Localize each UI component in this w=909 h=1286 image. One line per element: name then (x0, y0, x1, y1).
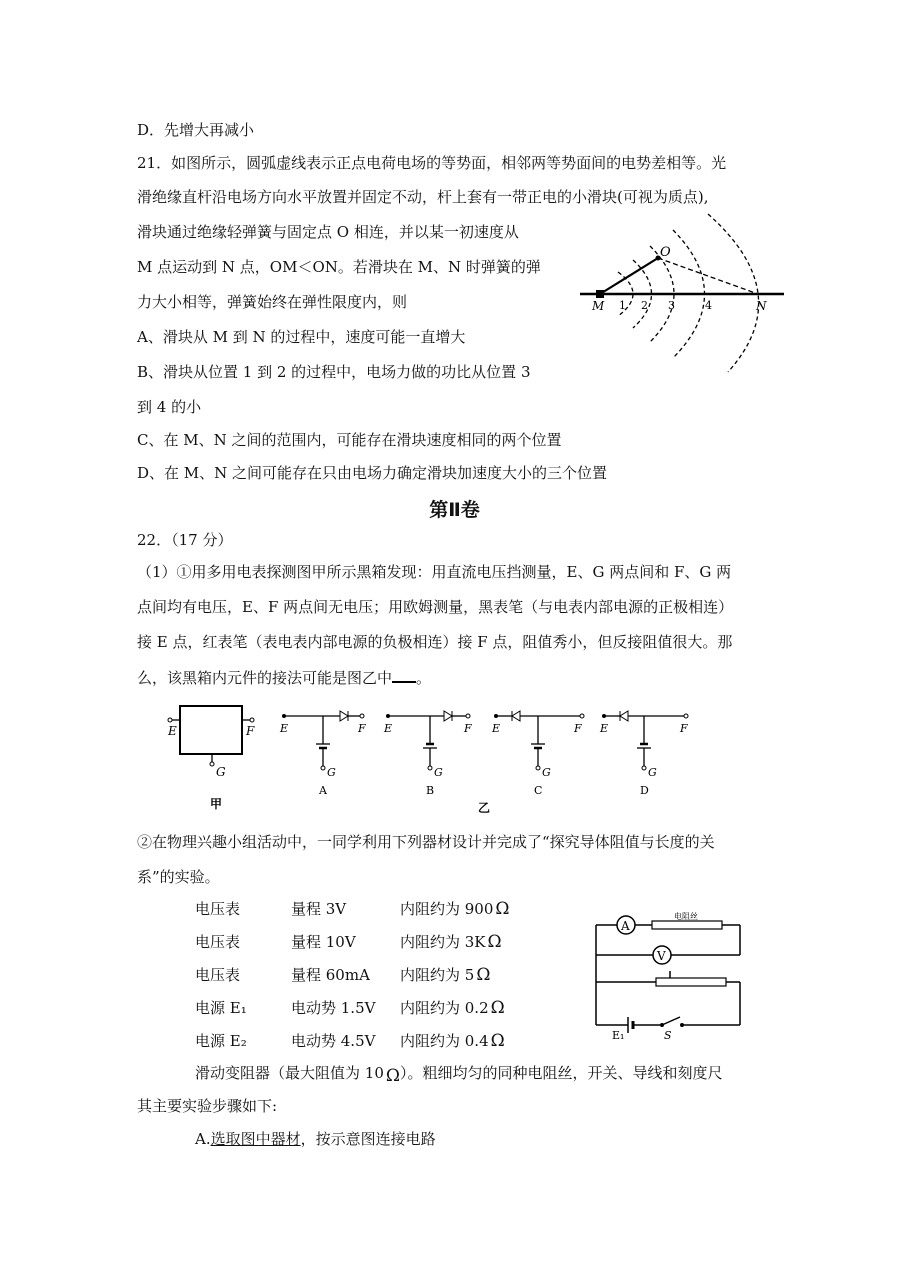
equip-res: 内阻约为 900 (400, 900, 494, 918)
q22-p2-rheostat (195, 1063, 723, 1086)
equip-range: 量程 60mA (291, 966, 370, 984)
label-m: M (592, 299, 605, 313)
label-2: 2 (641, 299, 648, 312)
d-g: G (648, 766, 657, 779)
label-o: O (660, 245, 671, 260)
equip-range: 量程 3V (291, 900, 347, 918)
ohm-symbol: Ω (490, 998, 505, 1018)
resistor-label: 电阻丝 (674, 912, 698, 921)
label-1: 1 (619, 299, 626, 312)
ohm-symbol: Ω (385, 1066, 400, 1086)
ammeter-label: A (621, 919, 630, 933)
equip-res: 内阻约为 0.4 (400, 1032, 489, 1050)
q21-figure (578, 210, 798, 380)
equip-name: 电压表 (195, 900, 241, 918)
q22-p1-line-4-text: 么，该黑箱内元件的接法可能是图乙中 (137, 669, 393, 687)
d-label: D (640, 784, 649, 797)
q22-p1-line-4-end: 。 (416, 669, 432, 687)
c-g: G (542, 766, 551, 779)
q21-line-1: 21．如图所示，圆弧虚线表示正点电荷电场的等势面，相邻两等势面间的电势差相等。光 (137, 154, 727, 172)
switch-label: S (664, 1029, 672, 1040)
b-g: G (434, 766, 443, 779)
q21-option-c: C、在 M、N 之间的范围内，可能存在滑块速度相同的两个位置 (137, 431, 562, 449)
q21-option-a: A、滑块从 M 到 N 的过程中，速度可能一直增大 (137, 328, 466, 346)
step-a-prefix: A. (195, 1130, 211, 1148)
q22-p2-line-2: 系”的实验。 (137, 868, 220, 886)
circuit-b (383, 711, 472, 797)
voltmeter-label: V (657, 949, 666, 963)
q21-line-2: 滑绝缘直杆沿电场方向水平放置并固定不动，杆上套有一带正电的小滑块(可视为质点), (137, 188, 709, 206)
q21-line-3: 滑块通过绝缘轻弹簧与固定点 O 相连，并以某一初速度从 (137, 223, 519, 241)
q22-p2-line-1: ②在物理兴趣小组活动中，一同学利用下列器材设计并完成了“探究导体阻值与长度的关 (137, 833, 715, 851)
circuit-d (599, 711, 688, 797)
a-f: F (358, 722, 366, 735)
answer-blank (392, 667, 416, 683)
source-label: E₁ (612, 1029, 625, 1040)
equip-range: 量程 10V (291, 933, 356, 951)
a-g: G (327, 766, 336, 779)
c-e: E (492, 722, 501, 735)
option-d-prev: D．先增大再减小 (137, 121, 255, 139)
b-label: B (426, 784, 435, 797)
step-a-rest: ，按示意图连接电路 (300, 1130, 436, 1148)
step-a-underlined: 选取图中器材 (210, 1130, 301, 1148)
fig-jia-label: 甲 (210, 797, 223, 811)
q21-line-5: 力大小相等，弹簧始终在弹性限度内，则 (137, 293, 408, 311)
label-n: N (756, 299, 767, 313)
blackbox-figure (160, 700, 720, 815)
section-title: 第Ⅱ卷 (429, 499, 480, 521)
q22-p1-line-1: （1）①用多用电表探测图甲所示黑箱发现：用直流电压挡测量，E、G 两点间和 F、G 两 (137, 563, 732, 581)
a-label: A (319, 784, 327, 797)
equip-res: 内阻约为 5 (400, 966, 475, 984)
d-f: F (680, 722, 688, 735)
q22-p1-line-3: 接 E 点，红表笔（表电表内部电源的负极相连）接 F 点，阻值秀小，但反接阻值很大。那 (137, 633, 733, 651)
equip-name: 电压表 (195, 966, 241, 984)
rheostat-text-end: ）。粗细均匀的同种电阻丝，开关、导线和刻度尺 (399, 1064, 723, 1082)
q22-p1-line-4 (137, 667, 431, 688)
a-e: E (280, 722, 289, 735)
ohm-symbol: Ω (495, 899, 510, 919)
fig-yi-label: 乙 (478, 801, 491, 815)
circuit-c (491, 711, 584, 797)
box-f-label: F (246, 724, 255, 738)
equip-range: 电动势 1.5V (291, 999, 376, 1017)
b-e: E (384, 722, 393, 735)
equip-range: 电动势 4.5V (291, 1032, 376, 1050)
equip-name: 电压表 (195, 933, 241, 951)
c-label: C (534, 784, 543, 797)
equip-res: 内阻约为 3K (400, 933, 486, 951)
c-f: F (574, 722, 582, 735)
q21-option-b: B、滑块从位置 1 到 2 的过程中，电场力做的功比从位置 3 (137, 363, 531, 381)
q21-line-4: M 点运动到 N 点，OM＜ON。若滑块在 M、N 时弹簧的弹 (137, 258, 541, 276)
q22-p1-line-2: 点间均有电压，E、F 两点间无电压；用欧姆测量，黑表笔（与电表内部电源的正极相连） (137, 598, 734, 616)
b-f: F (464, 722, 472, 735)
ohm-symbol: Ω (490, 1031, 505, 1051)
rheostat-text: 滑动变阻器（最大阻值为 10 (195, 1064, 384, 1082)
q21-option-b-cont: 到 4 的小 (137, 398, 202, 416)
circuit-a (279, 711, 366, 797)
label-3: 3 (668, 299, 675, 312)
ohm-symbol: Ω (476, 965, 491, 985)
box-e-label: E (168, 724, 177, 738)
equip-name: 电源 E₂ (195, 1032, 247, 1050)
equip-res: 内阻约为 0.2 (400, 999, 489, 1017)
box-g-label: G (216, 765, 226, 779)
equip-name: 电源 E₁ (195, 999, 247, 1017)
q22-p2-steps: 其主要实验步骤如下: (137, 1097, 278, 1115)
d-e: E (600, 722, 609, 735)
circuit-schematic (590, 905, 760, 1040)
label-4: 4 (705, 299, 712, 312)
ohm-symbol: Ω (487, 932, 502, 952)
q21-option-d: D、在 M、N 之间可能存在只由电场力确定滑块加速度大小的三个位置 (137, 464, 608, 482)
q22-header: 22．（17 分） (137, 531, 233, 549)
q22-p2-step-a (195, 1129, 436, 1149)
